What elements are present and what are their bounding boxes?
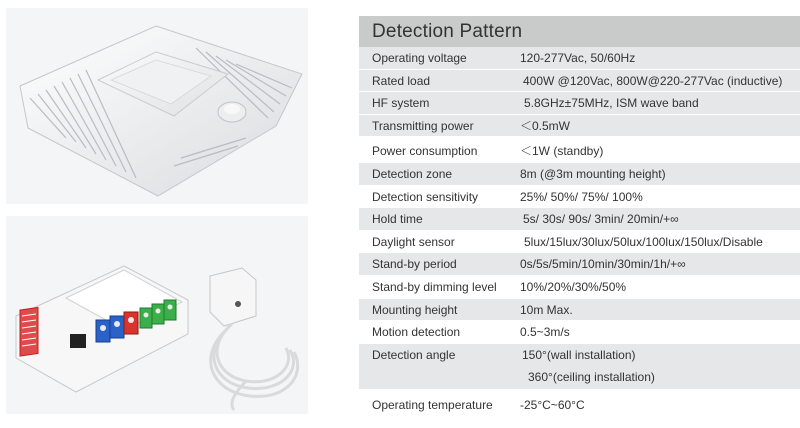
canopy-light-fixture-illustration: [6, 8, 308, 204]
spec-row-operating-temperature: [359, 394, 800, 417]
spec-value: 5.8GHz±75MHz, ISM wave band: [524, 96, 699, 111]
spec-value: 25%/ 50%/ 75%/ 100%: [520, 189, 643, 204]
spec-label: Operating voltage: [372, 51, 467, 65]
spec-label: Power consumption: [372, 144, 478, 159]
spec-row-detection-angle: [359, 344, 800, 390]
spec-label: Daylight sensor: [372, 234, 455, 249]
spec-label: Operating temperature: [372, 397, 493, 412]
spec-value: -25°C~60°C: [520, 397, 585, 412]
spec-row-rated-load: [359, 70, 800, 93]
spec-label: Hold time: [372, 212, 423, 227]
spec-row-operating-voltage: [359, 47, 800, 70]
spec-table-title: Detection Pattern: [359, 16, 800, 47]
spec-row-mounting-height: [359, 299, 800, 322]
spec-row-transmitting-power: [359, 115, 800, 138]
spec-value: 120-277Vac, 50/60Hz: [520, 51, 636, 65]
spec-label: Transmitting power: [372, 118, 474, 133]
spec-value: ＜1W (standby): [520, 144, 604, 159]
spec-value: ＜0.5mW: [520, 118, 571, 133]
spec-label: Mounting height: [372, 302, 458, 317]
spec-row-stand-by-dimming-level: [359, 276, 800, 299]
spec-table: [359, 16, 800, 416]
spec-value: 150°(wall installation): [522, 347, 636, 362]
spec-row-motion-detection: [359, 321, 800, 344]
spec-row-stand-by-period: [359, 253, 800, 276]
spec-value: 10%/20%/30%/50%: [520, 279, 627, 294]
spec-value: 10m Max.: [520, 302, 573, 317]
spec-value: 0.5~3m/s: [520, 325, 570, 340]
spec-label: HF system: [372, 96, 430, 111]
spec-value: 5s/ 30s/ 90s/ 3min/ 20min/+∞: [523, 212, 679, 227]
spec-label: Motion detection: [372, 325, 461, 340]
spec-row-detection-sensitivity: [359, 186, 800, 209]
spec-label: Stand-by dimming level: [372, 279, 497, 294]
spec-row-hold-time: [359, 208, 800, 231]
spec-value: 0s/5s/5min/10min/30min/1h/+∞: [520, 257, 686, 272]
sensor-module-illustration: [6, 216, 308, 414]
spec-row-daylight-sensor: [359, 231, 800, 254]
spec-label: Detection angle: [372, 347, 456, 362]
spec-row-hf-system: [359, 92, 800, 115]
sensor-module-photo: [6, 216, 308, 414]
spec-label: Detection zone: [372, 166, 453, 181]
spec-value-secondary: 360°(ceiling installation): [528, 370, 655, 385]
spec-label: Rated load: [372, 73, 431, 88]
spec-value: 400W @120Vac, 800W@220-277Vac (inductive): [523, 73, 783, 88]
spec-value: 8m (@3m mounting height): [520, 166, 666, 181]
spec-value: 5lux/15lux/30lux/50lux/100lux/150lux/Disable: [524, 234, 763, 249]
spec-label: Detection sensitivity: [372, 189, 479, 204]
spec-row-power-consumption: [359, 140, 800, 163]
spec-label: Stand-by period: [372, 257, 457, 272]
spec-row-detection-zone: [359, 163, 800, 186]
canopy-light-fixture-photo: [6, 8, 308, 204]
